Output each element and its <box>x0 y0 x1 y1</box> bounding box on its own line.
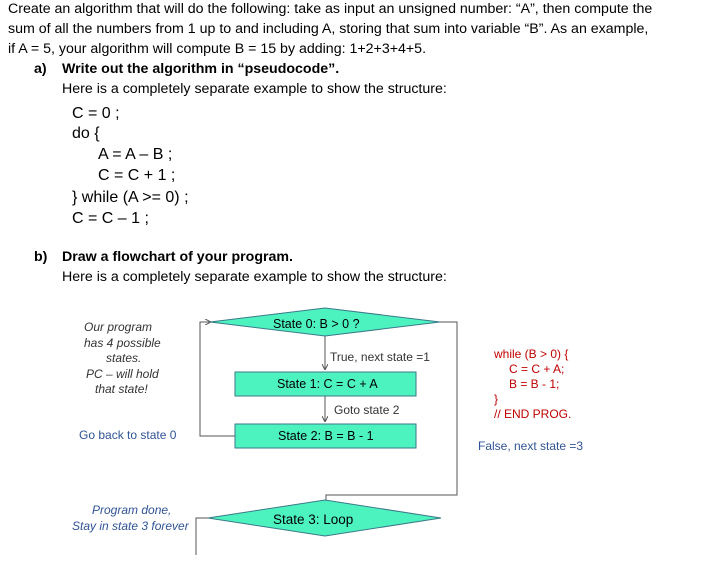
part-a-marker: a) <box>34 61 47 77</box>
state0-label: State 0: B > 0 ? <box>273 317 360 331</box>
arrow-state3-loop <box>196 518 208 555</box>
note-line-3: states. <box>106 351 142 365</box>
goto-label: Goto state 2 <box>334 403 400 417</box>
state1-label: State 1: C = C + A <box>277 377 378 391</box>
part-b-heading: Draw a flowchart of your program. <box>62 249 293 265</box>
part-a-subtext: Here is a completely separate example to show the structure: <box>62 81 447 97</box>
side-code-line-2: C = C + A; <box>509 362 565 376</box>
true-label: True, next state =1 <box>330 350 430 364</box>
note-line-4: PC – will hold <box>86 367 159 381</box>
goback-label: Go back to state 0 <box>79 428 177 442</box>
code-line-5: } while (A >= 0) ; <box>72 189 189 206</box>
part-b-subtext: Here is a completely separate example to show the structure: <box>62 269 447 285</box>
done-note-line-2: Stay in state 3 forever <box>72 519 189 533</box>
done-note-line-1: Program done, <box>92 503 172 517</box>
side-code-line-1: while (B > 0) { <box>494 347 569 361</box>
part-a-heading: Write out the algorithm in “pseudocode”. <box>62 61 340 77</box>
note-line-5: that state! <box>95 382 148 396</box>
code-line-1: C = 0 ; <box>72 105 120 122</box>
note-line-1: Our program <box>84 320 153 334</box>
intro-line-3: if A = 5, your algorithm will compute B = 15 by adding: 1+2+3+4+5. <box>8 41 427 57</box>
arrow-loop-back <box>200 322 235 436</box>
side-code-line-3: B = B - 1; <box>509 377 560 391</box>
state2-label: State 2: B = B - 1 <box>278 429 374 443</box>
intro-line-1: Create an algorithm that will do the following: take as input an unsigned number: “A”, then compute the <box>8 1 653 17</box>
state3-label: State 3: Loop <box>273 512 354 527</box>
part-b-marker: b) <box>34 249 48 265</box>
side-code-line-4: } <box>494 392 499 406</box>
code-line-2: do { <box>72 125 100 142</box>
side-code-line-5: // END PROG. <box>494 407 572 421</box>
false-label: False, next state =3 <box>478 439 584 453</box>
intro-line-2: sum of all the numbers from 1 up to and including A, storing that sum into variable “B”. As an example, <box>8 21 649 37</box>
code-line-6: C = C – 1 ; <box>72 210 149 227</box>
code-line-3: A = A – B ; <box>98 146 173 163</box>
code-line-4: C = C + 1 ; <box>98 167 176 184</box>
note-line-2: has 4 possible <box>84 336 161 350</box>
